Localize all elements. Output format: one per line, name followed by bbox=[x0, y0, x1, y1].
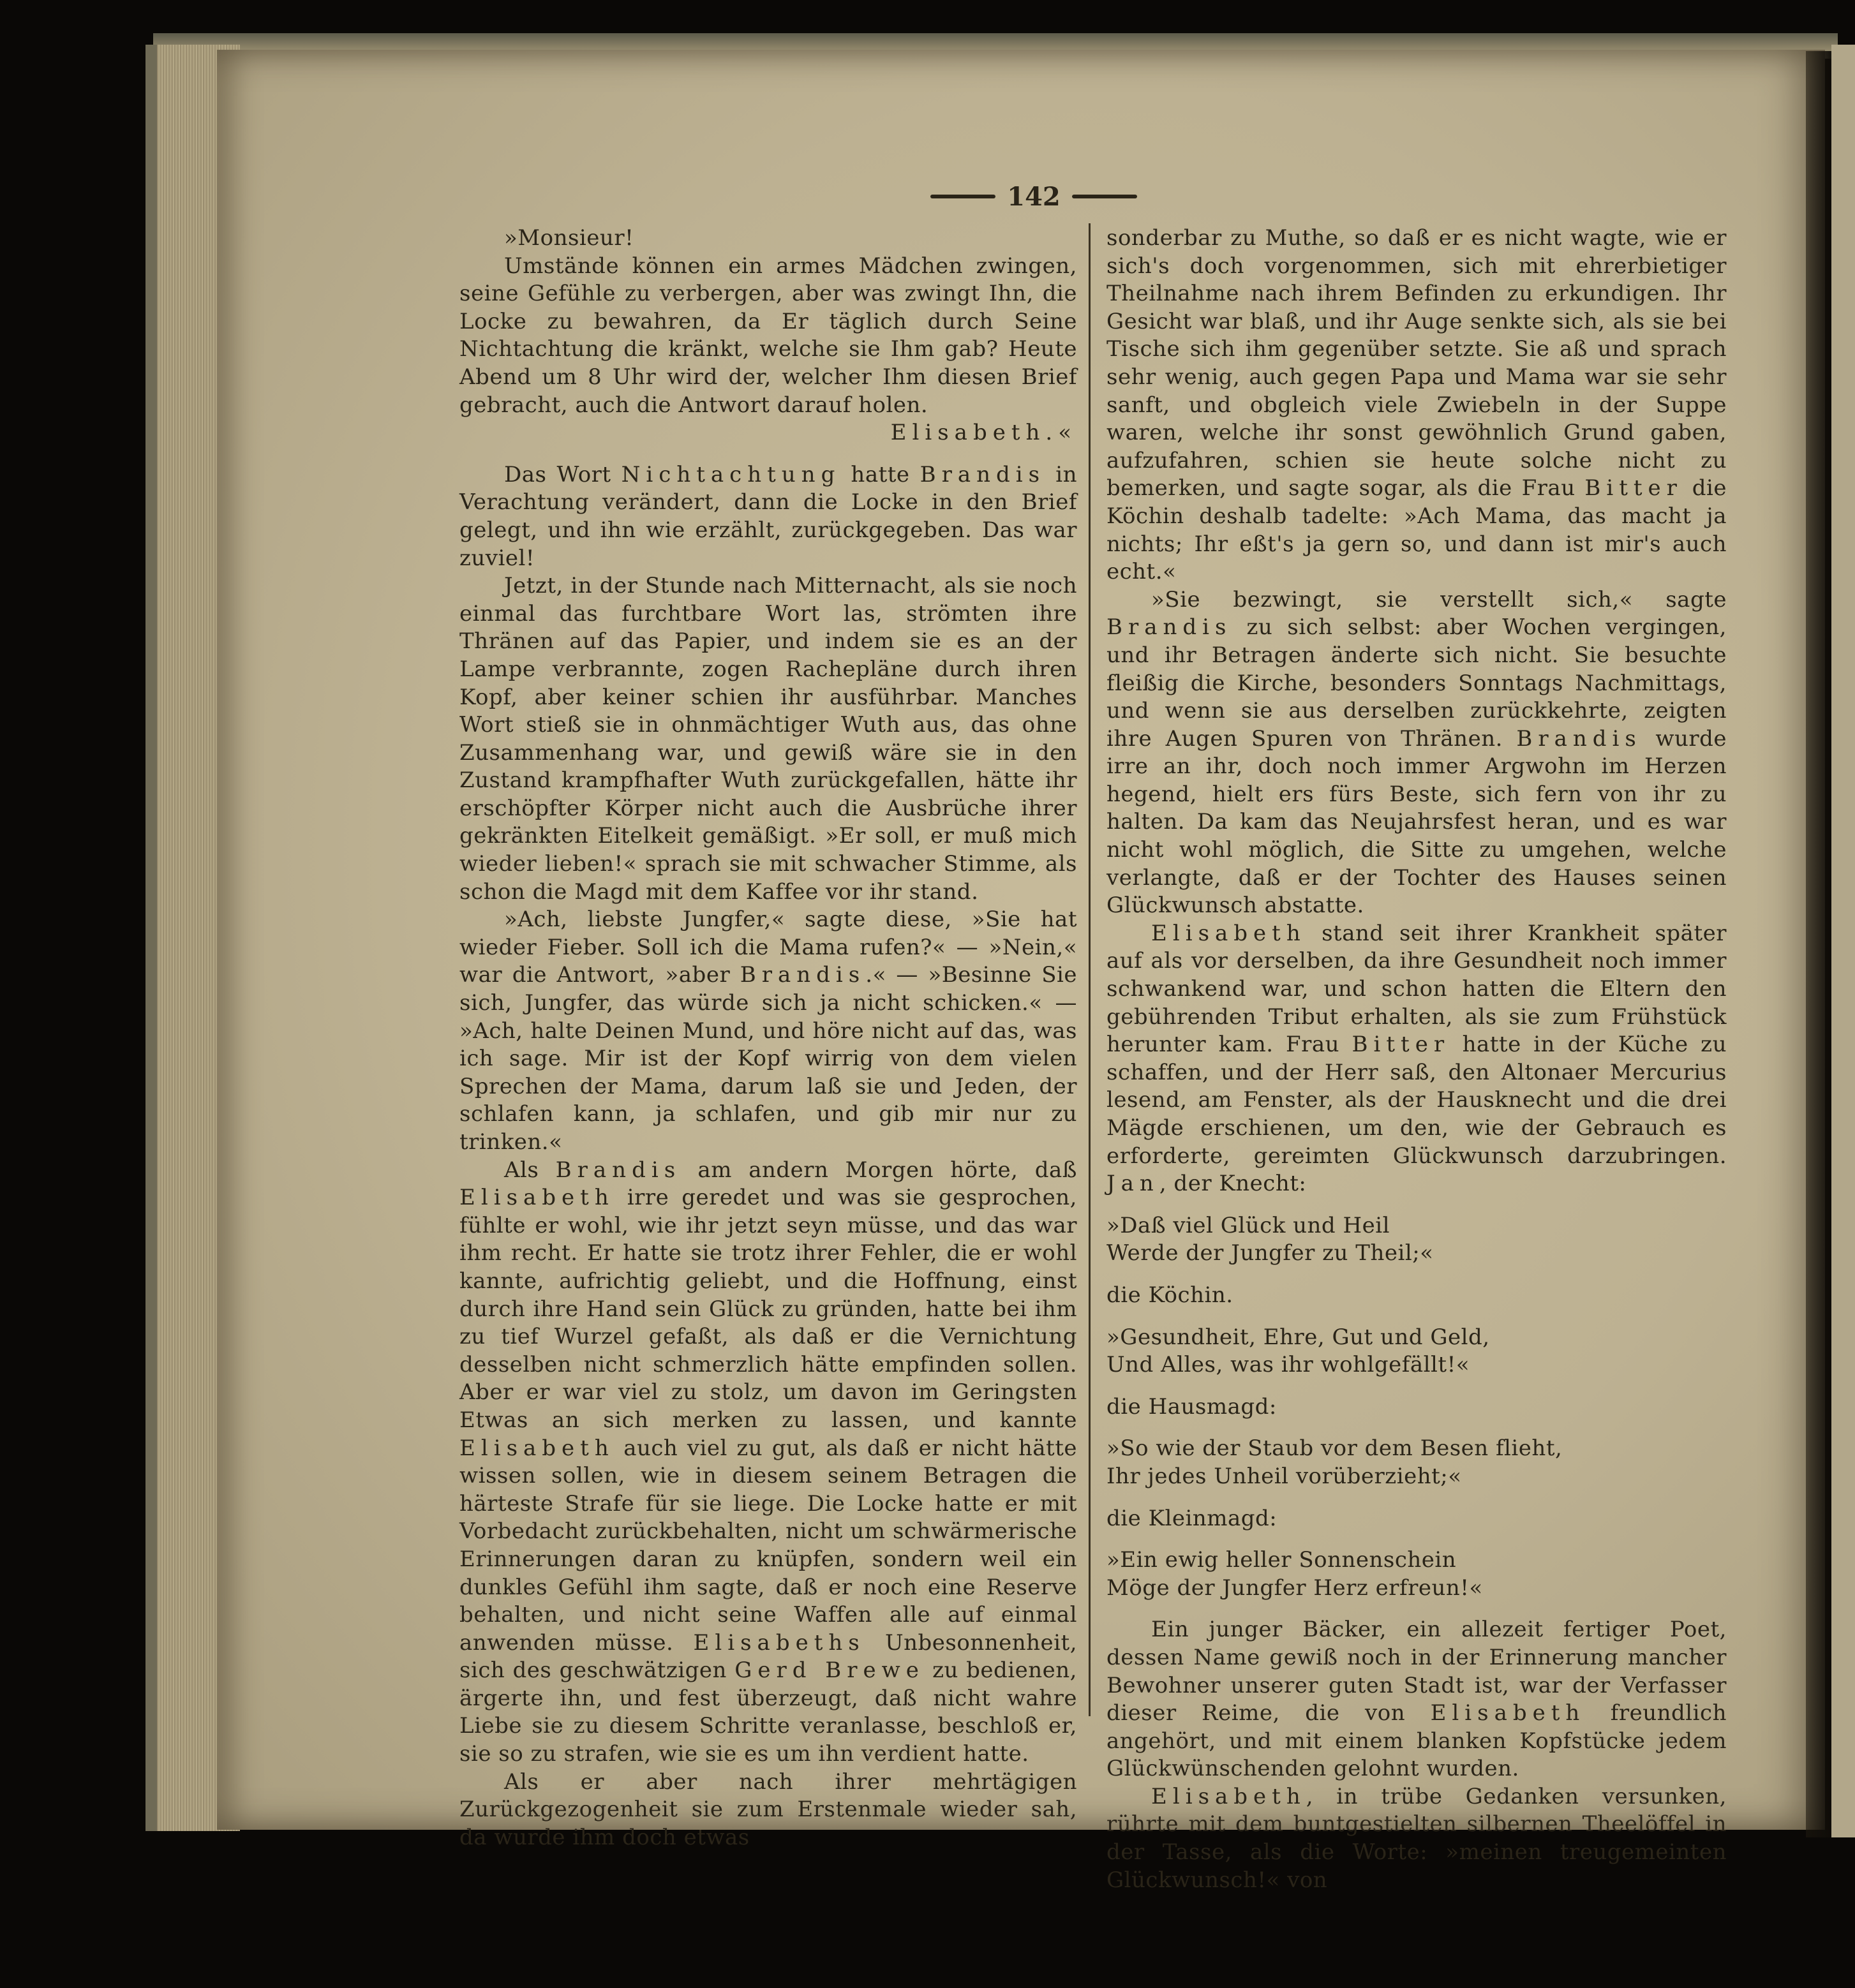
verse-line: »Ein ewig heller Sonnenschein bbox=[1106, 1547, 1457, 1573]
facing-page-edge bbox=[1831, 45, 1855, 1837]
character-name: Elisabeth bbox=[1151, 920, 1306, 946]
text-run: freundlich angehört, und mit einem blanken Kopfstücke jedem Glückwünschenden gelohnt wurden. bbox=[1106, 1700, 1727, 1782]
character-name: Elisabeth bbox=[1430, 1700, 1586, 1726]
column-divider bbox=[1089, 223, 1091, 1716]
letter-salutation: »Monsieur! bbox=[504, 225, 634, 251]
emphasized-word: Nichtachtung bbox=[621, 461, 841, 487]
left-column bbox=[459, 225, 1077, 1851]
paragraph bbox=[1106, 1783, 1727, 1894]
header-rule-left bbox=[930, 195, 995, 198]
verse-line: Und Alles, was ihr wohlgefällt!« bbox=[1106, 1352, 1470, 1378]
verse-line: »Gesundheit, Ehre, Gut und Geld, bbox=[1106, 1324, 1490, 1350]
paragraph bbox=[1106, 1616, 1727, 1783]
paragraph bbox=[1106, 920, 1727, 1198]
paragraph bbox=[459, 906, 1077, 1156]
verse-speaker: die Hausmagd: bbox=[1106, 1393, 1277, 1420]
paragraph: Als er aber nach ihrer mehrtägigen Zurückgezogenheit sie zum Erstenmale wieder sah, da wurde ihm doch etwas bbox=[459, 1769, 1077, 1850]
text-run: stand seit ihrer Krankheit später auf als vor derselben, da ihre Gesundheit noch immer schwankend war, und schon hatten die Eltern den gebührenden Tribut erhalten, als sie zum Frühstück herunter kam. Frau bbox=[1106, 920, 1727, 1058]
character-name: Brandis bbox=[920, 461, 1046, 487]
text-run: auch viel zu gut, als daß er nicht hätte wissen sollen, wie in diesem seinem Betragen die härteste Strafe für sie liege. Die Locke hatte er mit Vorbedacht zurückbehalten, nicht um schwärmerische Erinnerungen daran zu knüpfen, sondern weil ein dunkles Gefühl ihm sagte, daß er noch eine Reserve behalten, und nicht seine Waffen alle auf einmal anwenden müsse. bbox=[459, 1435, 1077, 1656]
verse-line: Werde der Jungfer zu Theil;« bbox=[1106, 1240, 1434, 1266]
text-run: zu bedienen, ärgerte ihn, und fest überzeugt, daß nicht wahre Liebe sie zu diesem Schritte veranlasse, beschloß er, sie so zu strafen, wie sie es um ihn verdient hatte. bbox=[459, 1658, 1077, 1767]
text-run: hatte in der Küche zu schaffen, und der Herr saß, den Altonaer Mercurius lesend, am Fenster, als der Hausknecht und die drei Mägde erschienen, um den, wie der Gebrauch es erforderte, gereimten Glückwunsch darzubringen. bbox=[1106, 1032, 1727, 1169]
right-column bbox=[1106, 225, 1727, 1894]
text-run: Das Wort bbox=[504, 461, 622, 487]
verse-line: Möge der Jungfer Herz erfreun!« bbox=[1106, 1575, 1483, 1601]
character-name: Brandis bbox=[740, 962, 866, 988]
verse-line: Ihr jedes Unheil vorüberzieht;« bbox=[1106, 1463, 1462, 1489]
page-number: 142 bbox=[1007, 181, 1061, 212]
text-run: Unbesonnenheit, sich des geschwätzigen bbox=[459, 1629, 1077, 1684]
character-name: Gerd Brewe bbox=[734, 1658, 925, 1684]
book-gutter bbox=[1806, 51, 1831, 1837]
character-name: Brandis bbox=[1516, 725, 1642, 752]
character-name: Elisabeth bbox=[459, 1185, 615, 1211]
letter-signature: Elisabeth.« bbox=[890, 420, 1077, 446]
paragraph bbox=[459, 461, 1077, 572]
character-name: Bitter bbox=[1584, 475, 1683, 501]
text-run: Als bbox=[504, 1157, 556, 1183]
character-name: Brandis bbox=[1106, 614, 1232, 641]
text-run: irre geredet und was sie gesprochen, fühlte er wohl, wie ihr jetzt seyn müsse, und das war ihm recht. Er hatte sie trotz ihrer Fehler, die er wohl kannte, aufrichtig geliebt, und die Hoffnung, einst durch ihre Hand sein Glück zu gründen, hatte bei ihm zu tief Wurzel gefaßt, als daß er die Vernichtung desselben nicht schmerzlich hätte empfinden sollen. Aber er war viel zu stolz, um davon im Geringsten Etwas an sich merken zu lassen, und kannte bbox=[459, 1185, 1077, 1433]
text-run: , der Knecht: bbox=[1159, 1171, 1307, 1197]
text-run: »Sie bezwingt, sie verstellt sich,« sagte bbox=[1151, 586, 1727, 612]
character-name: Elisabeth bbox=[459, 1435, 615, 1461]
paragraph bbox=[1106, 225, 1727, 586]
header-rule-right bbox=[1072, 195, 1137, 198]
text-run: in Verachtung verändert, dann die Locke in den Brief gelegt, und ihn wie erzählt, zurückgegeben. Das war zuviel! bbox=[459, 461, 1077, 571]
verse-line: »So wie der Staub vor dem Besen flieht, bbox=[1106, 1435, 1563, 1462]
paragraph: Jetzt, in der Stunde nach Mitternacht, als sie noch einmal das furchtbare Wort las, strömten ihre Thränen auf das Papier, und indem sie es an der Lampe verbrannte, zogen Racheplänе durch ihren Kopf, aber keiner schien ihr ausführbar. Manches Wort stieß sie in ohnmächtiger Wuth aus, das ohne Zusammenhang war, und gewiß wäre sie in den Zustand krampfhafter Wuth zurückgefallen, hätte ihr erschöpfter Körper nicht auch die Ausbrüche ihrer gekränkten Eitelkeit gemäßigt. »Er soll, er muß mich wieder lieben!« sprach sie mit schwacher Stimme, als schon die Magd mit dem Kaffee vor ihr stand. bbox=[459, 573, 1077, 905]
verse-speaker: die Kleinmagd: bbox=[1106, 1505, 1278, 1531]
text-run: sonderbar zu Muthe, so daß er es nicht wagte, wie er sich's doch vorgenommen, sich mit ehrerbietiger Theilnahme nach ihrem Befinden zu erkundigen. Ihr Gesicht war blaß, und ihr Auge senkte sich, als sie bei Tische sich ihm gegenüber setzte. Sie aß und sprach sehr wenig, auch gegen Papa und Mama war sie sehr sanft, und obgleich viele Zwiebeln in der Suppe waren, welche ihr sonst gewöhnlich Grund gaben, aufzufahren, schien sie heute solche nicht zu bemerken, und sagte sogar, als die Frau bbox=[1106, 225, 1727, 501]
text-run: .« — »Besinne Sie sich, Jungfer, das würde sich ja nicht schicken.« — »Ach, halte Deinen Mund, und höre nicht auf das, was ich sage. Mir ist der Kopf wirrig von dem vielen Sprechen der Mama, darum laß sie und Jeden, der schlafen kann, ja schlafen, und gib mir nur zu trinken.« bbox=[459, 962, 1077, 1155]
text-run: am andern Morgen hörte, daß bbox=[681, 1157, 1078, 1183]
text-run: , in trübe Gedanken versunken, rührte mit dem buntgestielten silbernen Theelöffel in der Tasse, als die Worte: »meinen treugemeinten Glückwunsch!« von bbox=[1106, 1783, 1727, 1893]
text-run: hatte bbox=[840, 461, 920, 487]
text-run: wurde irre an ihr, doch noch immer Argwohn im Herzen hegend, hielt ers fürs Beste, sich fern von ihr zu halten. Da kam das Neujahrsfest heran, und es war nicht wohl möglich, die Sitte zu umgehen, welche verlangte, daß er der Tochter des Hauses seinen Glückwunsch abstatte. bbox=[1106, 725, 1727, 919]
text-run: Ein junger Bäcker, ein allezeit fertiger Poet, dessen Name gewiß noch in der Erinnerung mancher Bewohner unserer guten Stadt ist, war der Verfasser dieser Reime, die von bbox=[1106, 1617, 1727, 1726]
verse-speaker: die Köchin. bbox=[1106, 1282, 1233, 1308]
character-name: Jan bbox=[1106, 1171, 1159, 1197]
character-name: Elisabeths bbox=[693, 1629, 865, 1656]
verse-line: »Daß viel Glück und Heil bbox=[1106, 1212, 1390, 1238]
letter-body: Umstände können ein armes Mädchen zwingen, seine Gefühle zu verbergen, aber was zwingt Ihn, die Locke zu bewahren, da Er täglich durch Seine Nichtachtung die kränkt, welche sie Ihm gab? Heute Abend um 8 Uhr wird der, welcher Ihm diesen Brief gebracht, auch die Antwort darauf holen. bbox=[459, 253, 1077, 418]
character-name: Bitter bbox=[1352, 1032, 1450, 1058]
text-run: die Köchin deshalb tadelte: »Ach Mama, das macht ja nichts; Ihr eßt's ja gern so, und dann ist mir's auch echt.« bbox=[1106, 475, 1727, 585]
page-header bbox=[919, 179, 1149, 214]
character-name: Brandis bbox=[555, 1157, 682, 1183]
paragraph bbox=[1106, 586, 1727, 920]
text-run: zu sich selbst: aber Wochen vergingen, und ihr Betragen änderte sich nicht. Sie besuchte fleißig die Kirche, besonders Sonntags Nachmittags, und wenn sie aus derselben zurückkehrte, zeigten ihre Augen Spuren von Thränen. bbox=[1106, 614, 1727, 752]
text-run: »Ach, liebste Jungfer,« sagte diese, »Sie hat wieder Fieber. Soll ich die Mama rufen?« — »Nein,« war die Antwort, »aber bbox=[459, 907, 1077, 988]
character-name: Elisabeth bbox=[1151, 1783, 1306, 1809]
paragraph bbox=[459, 1157, 1077, 1769]
